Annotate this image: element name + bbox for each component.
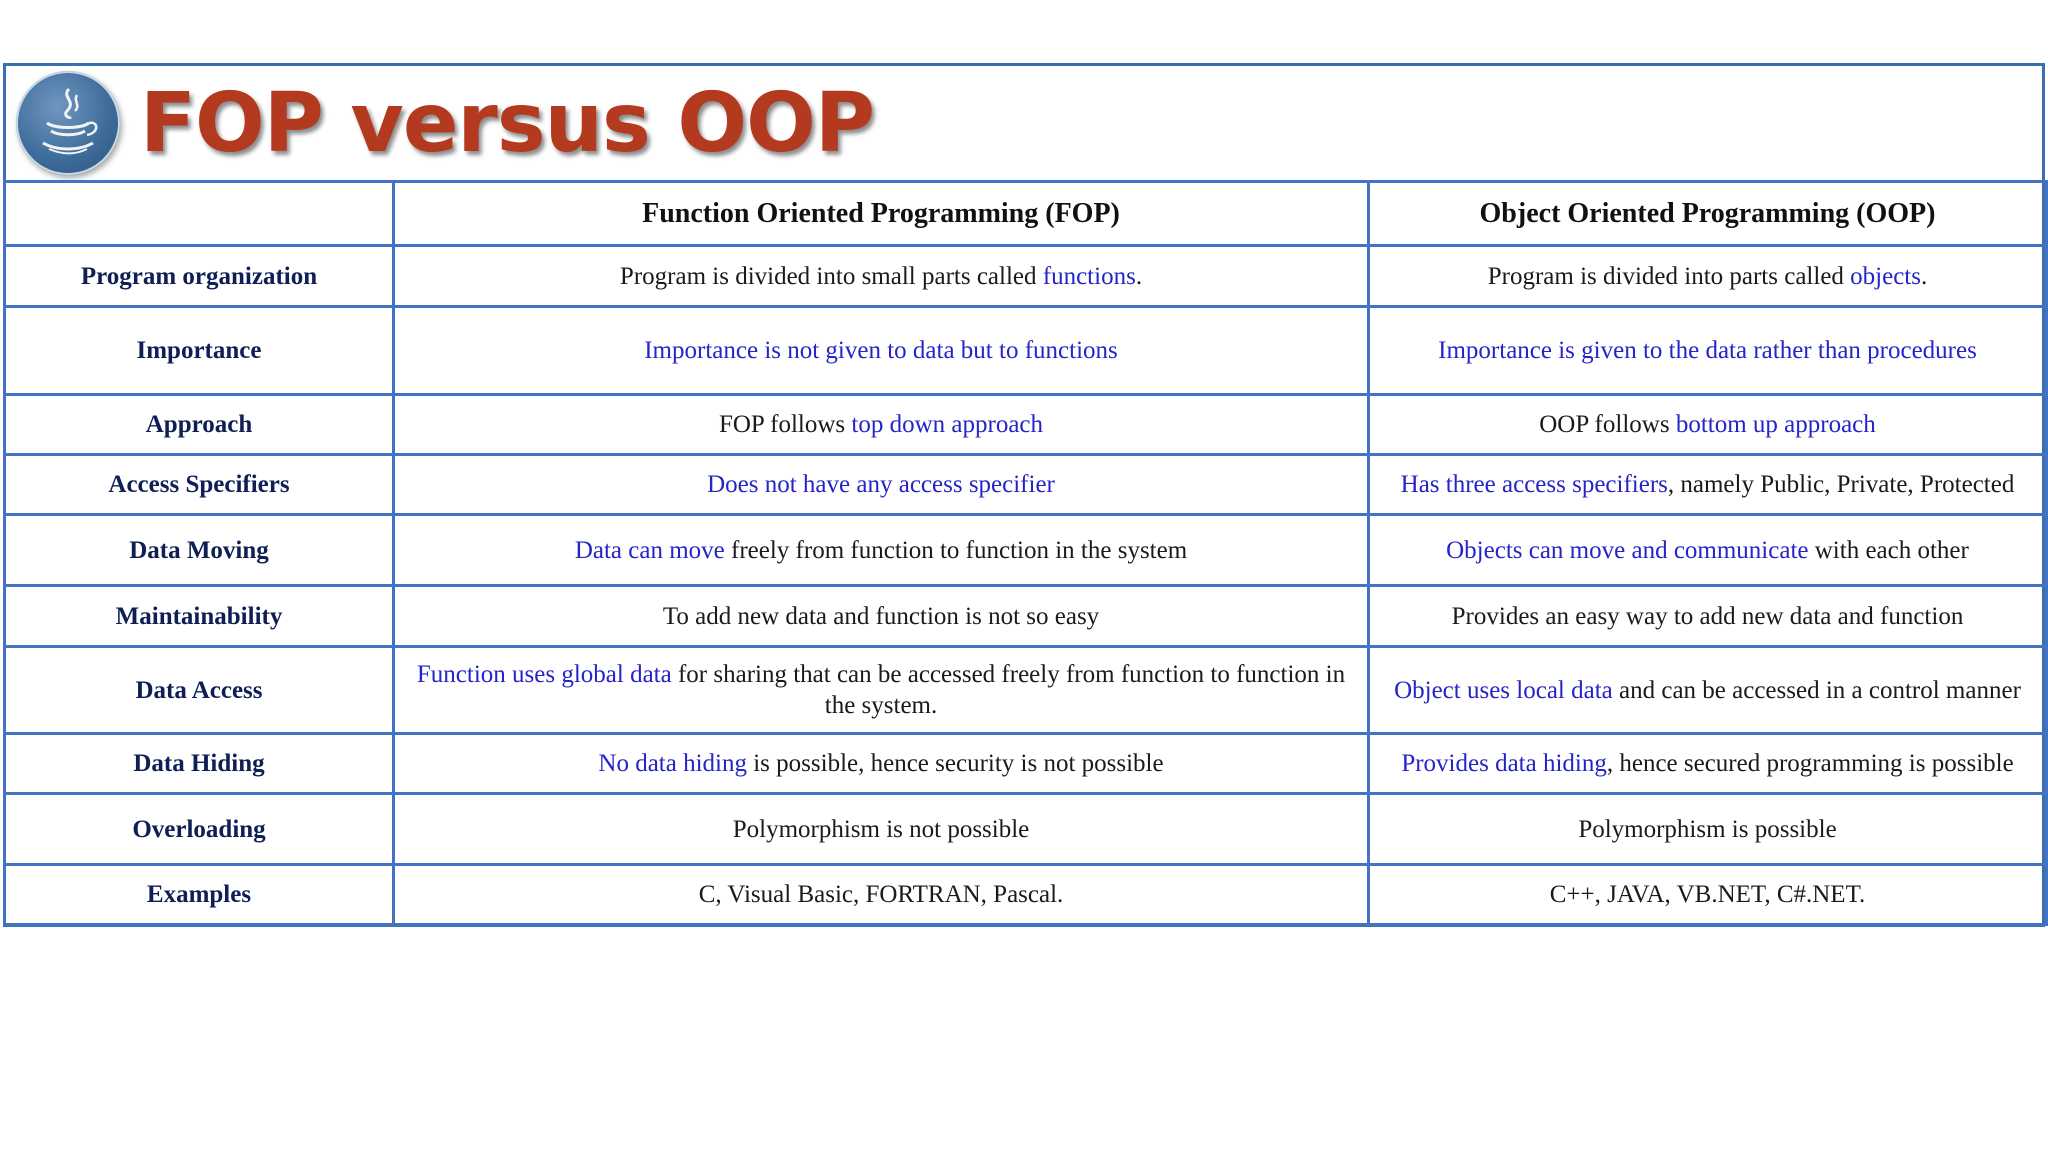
table-row <box>5 515 2047 586</box>
oop-highlight-text: Object uses local data <box>1394 676 1613 704</box>
java-logo-graphic <box>33 83 103 163</box>
fop-cell <box>394 307 1369 395</box>
fop-plain-text: . <box>1135 262 1143 290</box>
table-row <box>5 794 2047 865</box>
header-corner-cell <box>5 182 394 246</box>
page-title: FOP versus OOP <box>140 75 874 171</box>
fop-highlight-text: Data can move <box>574 536 725 564</box>
oop-highlight-text: Provides data hiding <box>1401 750 1607 777</box>
java-coffee-cup-icon <box>16 71 120 175</box>
oop-plain-text: with each other <box>1808 536 1969 564</box>
table-body <box>5 246 2047 925</box>
oop-highlight-text: objects <box>1850 262 1921 290</box>
aspect-cell: Program organization <box>5 246 394 307</box>
fop-cell <box>394 515 1369 586</box>
fop-cell <box>394 586 1369 647</box>
aspect-cell: Data Access <box>5 647 394 734</box>
fop-plain-text: FOP follows <box>718 411 852 438</box>
fop-highlight-text: top down approach <box>851 411 1044 438</box>
oop-plain-text: OOP follows <box>1539 411 1676 438</box>
fop-cell <box>394 794 1369 865</box>
aspect-cell: Data Moving <box>5 515 394 586</box>
oop-cell <box>1369 455 2047 515</box>
table-row <box>5 246 2047 307</box>
oop-highlight-text: bottom up approach <box>1675 411 1876 438</box>
table-row <box>5 734 2047 794</box>
aspect-cell: Approach <box>5 395 394 455</box>
oop-plain-text: C++, JAVA, VB.NET, C#.NET. <box>1549 881 1866 908</box>
oop-cell <box>1369 734 2047 794</box>
aspect-cell: Overloading <box>5 794 394 865</box>
oop-cell <box>1369 586 2047 647</box>
oop-plain-text: Provides an easy way to add new data and function <box>1451 602 1964 630</box>
title-bar <box>6 66 2042 180</box>
oop-cell <box>1369 395 2047 455</box>
fop-cell <box>394 734 1369 794</box>
oop-plain-text: , hence secured programming is possible <box>1606 750 2014 777</box>
fop-highlight-text: Importance is not given to data but to functions <box>644 337 1118 364</box>
fop-plain-text: To add new data and function is not so easy <box>662 602 1100 630</box>
oop-cell <box>1369 515 2047 586</box>
oop-cell <box>1369 647 2047 734</box>
header-fop: Function Oriented Programming (FOP) <box>394 182 1369 246</box>
aspect-cell: Data Hiding <box>5 734 394 794</box>
oop-plain-text: . <box>1921 262 1928 290</box>
header-oop: Object Oriented Programming (OOP) <box>1369 182 2047 246</box>
table-header-row <box>5 182 2047 246</box>
aspect-cell: Maintainability <box>5 586 394 647</box>
oop-plain-text: and can be accessed in a control manner <box>1612 676 2021 704</box>
fop-highlight-text: Does not have any access specifier <box>707 471 1055 498</box>
table-row <box>5 455 2047 515</box>
fop-highlight-text: No data hiding <box>598 750 747 777</box>
oop-plain-text: Polymorphism is possible <box>1578 815 1837 843</box>
oop-cell <box>1369 865 2047 925</box>
fop-plain-text: for sharing that can be accessed freely from function to function in the system. <box>671 661 1346 719</box>
fop-cell <box>394 455 1369 515</box>
oop-plain-text: , namely Public, Private, Protected <box>1667 471 2015 498</box>
fop-highlight-text: Function uses global data <box>416 661 672 688</box>
table-row <box>5 586 2047 647</box>
oop-plain-text: Program is divided into parts called <box>1487 262 1851 290</box>
fop-cell <box>394 395 1369 455</box>
aspect-cell: Examples <box>5 865 394 925</box>
aspect-cell: Importance <box>5 307 394 395</box>
fop-plain-text: C, Visual Basic, FORTRAN, Pascal. <box>698 881 1064 908</box>
table-row <box>5 865 2047 925</box>
fop-plain-text: freely from function to function in the system <box>724 536 1188 564</box>
oop-highlight-text: Objects can move and communicate <box>1446 536 1809 564</box>
table-row <box>5 307 2047 395</box>
oop-cell <box>1369 794 2047 865</box>
table-row <box>5 647 2047 734</box>
fop-cell <box>394 647 1369 734</box>
fop-plain-text: is possible, hence security is not possible <box>746 750 1164 777</box>
fop-plain-text: Polymorphism is not possible <box>732 815 1030 843</box>
fop-plain-text: Program is divided into small parts called <box>619 262 1043 290</box>
oop-highlight-text: Has three access specifiers <box>1400 471 1668 498</box>
oop-cell <box>1369 246 2047 307</box>
oop-highlight-text: Importance is given to the data rather than procedures <box>1438 337 1977 364</box>
fop-highlight-text: functions <box>1042 262 1136 290</box>
comparison-table <box>3 180 2048 926</box>
fop-cell <box>394 865 1369 925</box>
table-row <box>5 395 2047 455</box>
aspect-cell: Access Specifiers <box>5 455 394 515</box>
oop-cell <box>1369 307 2047 395</box>
fop-cell <box>394 246 1369 307</box>
